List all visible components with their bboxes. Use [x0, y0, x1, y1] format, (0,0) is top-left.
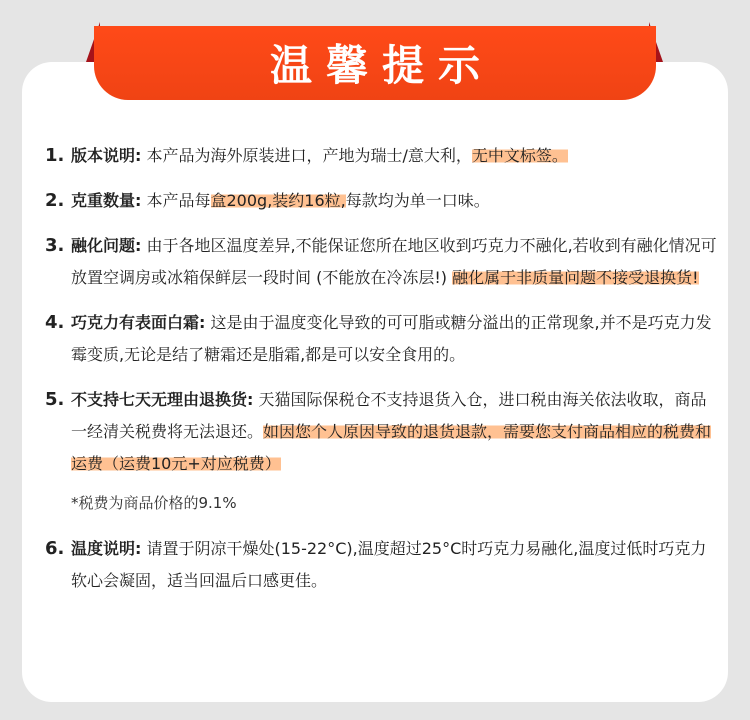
tip-highlight: 融化属于非质量问题不接受退换货! — [452, 268, 699, 287]
tip-item-bloom — [45, 307, 720, 371]
tip-item-returns — [45, 384, 720, 480]
tip-body-after: 每款均为单一口味。 — [345, 191, 490, 210]
tip-label: 不支持七天无理由退换货: — [71, 390, 254, 409]
tip-body: 由于各地区温度差异,不能保证您所在地区收到巧克力不融化,若收到有融化情况可放置空调房或冰箱保鲜层一段时间 (不能放在冷冻层!) — [71, 236, 717, 287]
tip-text — [71, 230, 720, 294]
tip-text — [71, 384, 720, 480]
tip-body: 天猫国际保税仓不支持退货入仓，进口税由海关依法收取，商品一经清关税费将无法退还。 — [71, 390, 707, 441]
tip-label: 融化问题: — [71, 236, 142, 255]
tip-item-melting — [45, 230, 720, 294]
tip-text — [71, 307, 720, 371]
tip-number: 6. — [45, 538, 65, 559]
tip-label: 克重数量: — [71, 191, 142, 210]
tip-highlight: 如因您个人原因导致的退货退款，需要您支付商品相应的税费和运费（运费10元+对应税费） — [71, 422, 712, 473]
banner-ribbon — [94, 26, 656, 100]
tip-number: 1. — [45, 145, 65, 166]
tip-number: 3. — [45, 235, 65, 256]
tip-text — [71, 185, 720, 217]
tip-item-temperature — [45, 533, 720, 597]
tip-label: 巧克力有表面白霜: — [71, 313, 206, 332]
tips-list — [45, 140, 720, 610]
tip-body: 本产品为海外原装进口，产地为瑞士/意大利， — [141, 146, 472, 165]
tip-number: 4. — [45, 312, 65, 333]
tip-body: 这是由于温度变化导致的可可脂或糖分溢出的正常现象,并不是巧克力发霉变质,无论是结了糖霜还是脂霜,都是可以安全食用的。 — [71, 313, 712, 364]
banner-title: 温馨提示 — [269, 41, 494, 90]
tip-body: 请置于阴凉干燥处(15-22°C),温度超过25°C时巧克力易融化,温度过低时巧克力软心会凝固，适当回温后口感更佳。 — [71, 539, 707, 590]
tip-highlight: 无中文标签。 — [471, 146, 568, 165]
tip-body: 本产品每 — [141, 191, 211, 210]
tip-number: 5. — [45, 389, 65, 410]
tip-item-version — [45, 140, 720, 172]
tip-text — [71, 533, 720, 597]
tip-text — [71, 140, 720, 172]
tip-number: 2. — [45, 190, 65, 211]
tip-label: 版本说明: — [71, 146, 142, 165]
tip-highlight: 盒200g,装约16粒, — [210, 191, 346, 210]
tax-note: *税费为商品价格的9.1% — [71, 494, 237, 512]
header-banner — [0, 0, 750, 110]
tip-label: 温度说明: — [71, 539, 142, 558]
tip-item-weight — [45, 185, 720, 217]
